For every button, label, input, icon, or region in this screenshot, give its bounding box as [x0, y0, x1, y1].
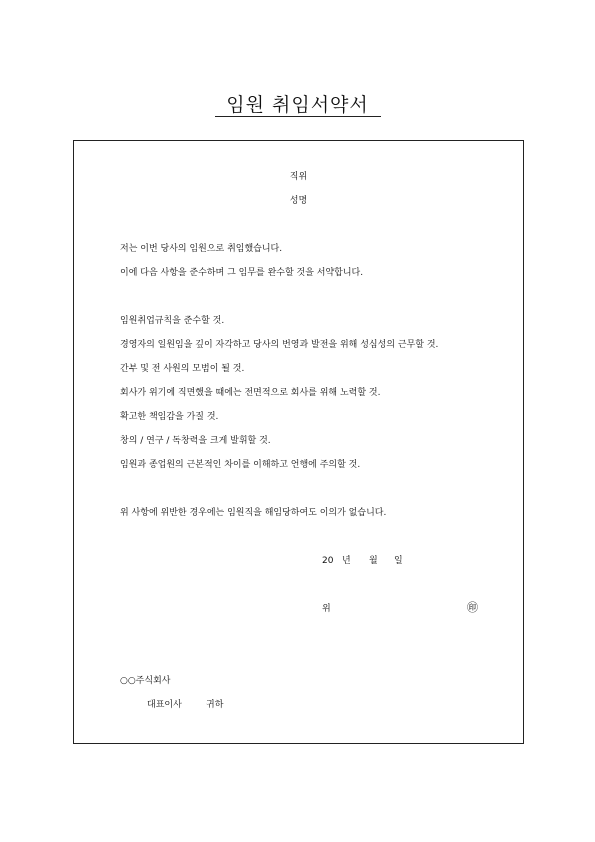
pledge-item: 간부 및 전 사원의 모범이 될 것.	[120, 364, 245, 374]
position-field-label: 직위	[289, 172, 308, 182]
pledge-item: 경영자의 일원임을 깊이 자각하고 당사의 번영과 발전을 위해 성심성의 근무할 것.	[120, 340, 439, 350]
intro-line-2: 이에 다음 사항을 준수하며 그 임무를 완수할 것을 서약합니다.	[120, 268, 364, 278]
date-month-label: 월	[369, 556, 378, 566]
company-name: ○○주식회사	[120, 676, 171, 686]
signature-label: 위	[322, 604, 331, 614]
date-year-prefix: 20	[322, 556, 334, 566]
title-underline	[215, 116, 381, 117]
pledge-item: 창의 / 연구 / 독창력을 크게 발휘할 것.	[120, 436, 271, 446]
name-field-label: 성명	[289, 196, 308, 206]
intro-line-1: 저는 이번 당사의 임원으로 취임했습니다.	[120, 244, 283, 254]
pledge-item: 확고한 책임감을 가질 것.	[120, 412, 219, 422]
seal-mark-icon: ㊞	[467, 601, 478, 614]
closing-statement: 위 사항에 위반한 경우에는 임원직을 해임당하여도 이의가 없습니다.	[120, 508, 387, 518]
document-title: 임원 취임서약서	[226, 94, 369, 116]
pledge-item: 임원취업규칙을 준수할 것.	[120, 316, 225, 326]
date-year-label: 년	[342, 556, 351, 566]
pledge-item: 회사가 위기에 직면했을 때에는 전면적으로 회사를 위해 노력할 것.	[120, 388, 381, 398]
recipient-suffix: 귀하	[206, 700, 224, 710]
date-day-label: 일	[394, 556, 403, 566]
pledge-form-frame	[73, 140, 524, 744]
pledge-item: 임원과 종업원의 근본적인 차이를 이해하고 언행에 주의할 것.	[120, 460, 361, 470]
recipient-title: 대표이사	[147, 700, 182, 710]
